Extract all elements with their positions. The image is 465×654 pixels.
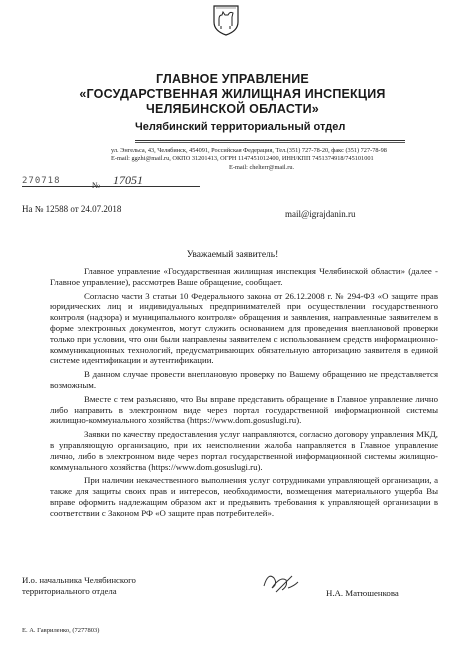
- greeting: Уважаемый заявитель!: [186, 250, 279, 260]
- registration-stamp-number: 270718: [22, 176, 61, 186]
- signatory-position: [22, 575, 136, 597]
- paragraph: В данном случае провести внеплановую проверку по Вашему обращению не представляется возможным.: [50, 369, 438, 390]
- executor-info: Е. А. Гавриленко, (7277803): [22, 627, 100, 634]
- paragraph: При наличии некачественного выполнения услуг сотрудниками управляющей организации, а также для защиты своих прав и интересов, необходимости, возмещения материального ущерба Вы вправе оформить надлежащим образом акт и предъявить требования к управляющей организации в соответствии с Законом РФ «О защите прав потребителей».: [50, 475, 438, 518]
- org-name-line3: ЧЕЛЯБИНСКОЙ ОБЛАСТИ»: [146, 102, 319, 116]
- header-divider: [135, 140, 405, 141]
- paragraph: Согласно части 3 статьи 10 Федерального закона от 26.12.2008 г. № 294-ФЗ «О защите прав юридических лиц и индивидуальных предпринимателей при осуществлении государственного контроля (надзора) и муниципального контроля» обращения и заявления, направленные заявителем в форме электронных документов, могут служить основанием для проведения внеплановой проверки только при условии, что они были направлены заявителем с использованием средств информационно-коммуникационных технологий, предусматривающих обязательную авторизацию заявителя в единой системе идентификации и аутентификации.: [50, 290, 438, 366]
- paragraph: Главное управление «Государственная жилищная инспекция Челябинской области» (далее - Главное управление), рассмотрев Ваше обращение, сообщает.: [50, 266, 438, 287]
- paragraph: Заявки по качеству предоставления услуг направляются, согласно договору управления МКД, в управляющую организацию, при их неисполнении жалоба направляется в Главное управление лично, либо в электронном виде через портал государственной информационной системы жилищно-коммунального хозяйства (https://www.dom.gosuslugi.ru).: [50, 429, 438, 472]
- coat-of-arms-icon: [212, 4, 240, 36]
- number-underline: [22, 186, 200, 187]
- letter-body: [50, 266, 438, 522]
- org-name-line2: «ГОСУДАРСТВЕННАЯ ЖИЛИЩНАЯ ИНСПЕКЦИЯ: [79, 87, 386, 101]
- signatory-name: Н.А. Матюшенкова: [326, 588, 399, 598]
- contact-email-codes: E-mail: ggzhi@mail.ru, ОКПО 31201413, ОГРН 1147451012400, ИНН/КПП 7451374918/745101001: [111, 155, 374, 162]
- reference-line: На № 12588 от 24.07.2018: [22, 204, 122, 214]
- number-label: №: [92, 180, 101, 190]
- position-line1: И.о. начальника Челябинского: [22, 575, 136, 585]
- department-name: Челябинский территориальный отдел: [135, 121, 346, 133]
- header-divider-thin: [135, 142, 405, 143]
- contact-email-territorial: E-mail: chelterr@mail.ru.: [229, 164, 295, 171]
- org-name-line1: ГЛАВНОЕ УПРАВЛЕНИЕ: [156, 72, 309, 86]
- position-line2: территориального отдела: [22, 585, 117, 596]
- handwritten-number: 17051: [113, 173, 143, 187]
- contact-address: ул. Энгельса, 43, Челябинск, 454091, Российская Федерация, Тел.(351) 727-78-20, факс (351) 727-78-98: [111, 147, 387, 154]
- recipient-email: mail@igrajdanin.ru: [285, 209, 356, 219]
- paragraph: Вместе с тем разъясняю, что Вы вправе представить обращение в Главное управление лично либо направить в электронном виде через портал государственной информационной системы жилищно-коммунального хозяйства (https://www.dom.gosuslugi.ru).: [50, 393, 438, 426]
- handwritten-signature: [258, 566, 302, 598]
